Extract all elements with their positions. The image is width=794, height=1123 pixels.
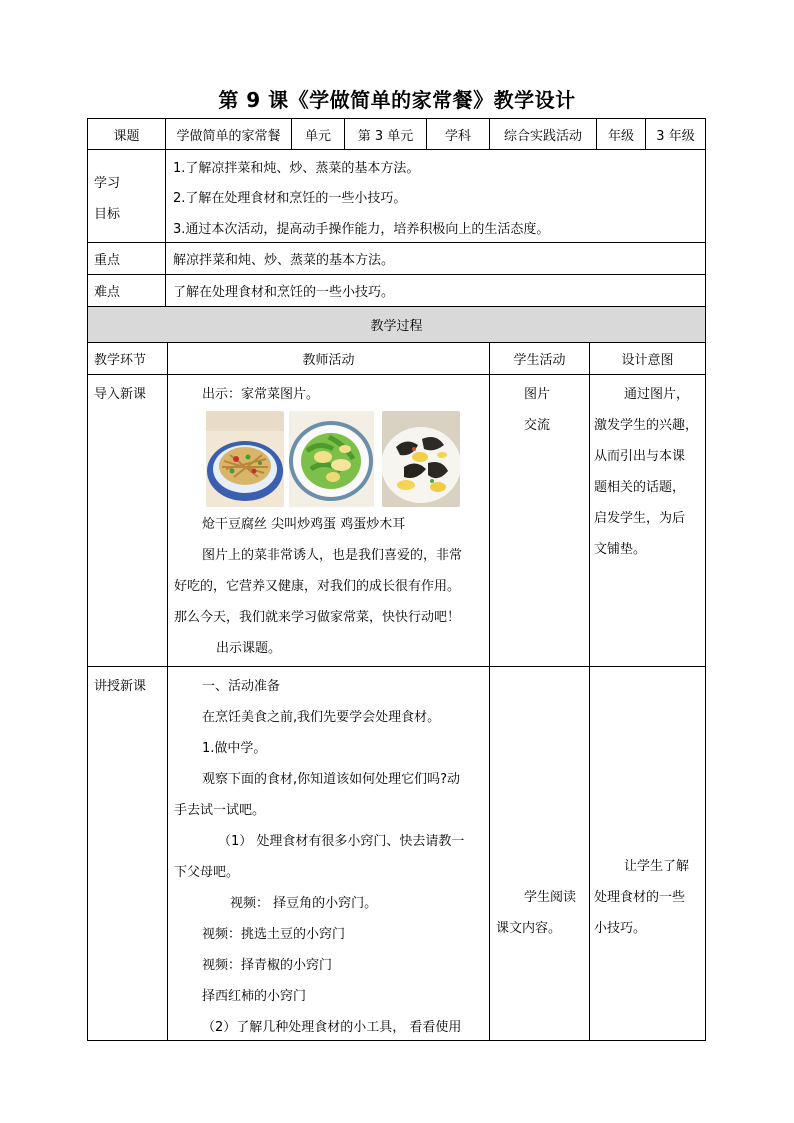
dish-captions: 炝干豆腐丝 尖叫炒鸡蛋 鸡蛋炒木耳 (202, 517, 406, 532)
lesson-value: 学做简单的家常餐 (166, 119, 292, 149)
teacher-line: 择西红柿的小窍门 (202, 989, 307, 1004)
column-stage: 教学环节 (88, 343, 168, 374)
goal-item: 2.了解在处理食材和烹饪的一些小技巧。 (173, 191, 407, 206)
intent-line: 题相关的话题， (594, 480, 686, 495)
intent-line: 启发学生，为后 (594, 511, 686, 526)
key-point-label: 重点 (88, 243, 166, 274)
intro-student (490, 375, 590, 666)
goals-row (87, 150, 706, 243)
new-lesson-teacher (168, 667, 490, 1040)
process-header: 教学过程 (370, 319, 423, 334)
difficult-point-row (87, 275, 706, 307)
new-lesson-student (490, 667, 590, 1040)
teacher-line: 观察下面的食材,你知道该如何处理它们吗?动 (202, 772, 461, 787)
teacher-line: （1） 处理食材有很多小窍门、快去请教一 (218, 834, 465, 849)
intent-line: 通过图片， (624, 387, 690, 402)
teacher-line: 一、活动准备 (202, 679, 281, 694)
page-title: 第 9 课《学做简单的家常餐》教学设计 (218, 88, 576, 112)
teacher-line: 好吃的，它营养又健康，对我们的成长很有作用。 (174, 579, 461, 594)
dish-photo-tofu (206, 411, 284, 507)
unit-label: 单元 (292, 119, 345, 149)
teacher-line: （2）了解几种处理食材的小工具， 看看使用 (202, 1020, 462, 1035)
teacher-line: 视频： 择豆角的小窍门。 (230, 896, 378, 911)
intro-stage (88, 375, 168, 666)
new-lesson-row (87, 667, 706, 1041)
intro-row (87, 375, 706, 667)
dish-photo-pepper-egg (289, 411, 374, 507)
info-row (87, 118, 706, 150)
goals-label-line1: 学习 (94, 176, 121, 191)
subject-label: 学科 (427, 119, 490, 149)
intent-line: 激发学生的兴趣， (594, 418, 699, 433)
teacher-line: 出示课题。 (216, 641, 282, 656)
grade-label: 年级 (597, 119, 646, 149)
intent-line: 文铺垫。 (594, 542, 647, 557)
teacher-line: 视频：择青椒的小窍门 (202, 958, 333, 973)
new-lesson-stage (88, 667, 168, 1040)
new-lesson-stage-label: 讲授新课 (94, 679, 147, 694)
goals-label-line2: 目标 (94, 207, 121, 222)
teacher-line: 在烹饪美食之前,我们先要学会处理食材。 (202, 710, 441, 725)
student-line: 图片 (524, 387, 551, 402)
intent-line: 处理食材的一些 (594, 890, 686, 905)
column-student: 学生活动 (490, 343, 590, 374)
unit-value: 第 3 单元 (345, 119, 427, 149)
column-header-row (87, 343, 706, 375)
goals-label (88, 150, 166, 242)
goals-content (166, 150, 705, 242)
teacher-line: 图片上的菜非常诱人，也是我们喜爱的，非常 (202, 548, 463, 563)
grade-value: 3 年级 (656, 128, 695, 144)
goal-item: 1.了解凉拌菜和炖、炒、蒸菜的基本方法。 (173, 161, 420, 176)
intent-line: 从而引出与本课 (594, 449, 686, 464)
difficult-point-value: 了解在处理食材和烹饪的一些小技巧。 (173, 285, 395, 300)
process-header-row (87, 307, 706, 343)
key-point-value: 解凉拌菜和炖、炒、蒸菜的基本方法。 (173, 253, 395, 268)
goal-item: 3.通过本次活动，提高动手操作能力，培养积极向上的生活态度。 (173, 222, 550, 237)
column-teacher: 教师活动 (168, 343, 490, 374)
teacher-line: 出示：家常菜图片。 (202, 387, 320, 402)
student-line: 学生阅读 (524, 890, 577, 905)
student-line: 交流 (524, 418, 551, 433)
key-point-row (87, 243, 706, 275)
intro-stage-label: 导入新课 (94, 387, 147, 402)
intro-teacher (168, 375, 490, 666)
intent-line: 让学生了解 (624, 859, 690, 874)
column-intent: 设计意图 (621, 353, 674, 368)
difficult-point-label: 难点 (88, 275, 166, 306)
intro-intent (590, 375, 705, 666)
teacher-line: 手去试一试吧。 (174, 803, 266, 818)
teacher-line: 那么今天，我们就来学习做家常菜，快快行动吧！ (174, 610, 461, 625)
new-lesson-intent (590, 667, 705, 1040)
teacher-line: 视频：挑选土豆的小窍门 (202, 927, 346, 942)
teacher-line: 下父母吧。 (174, 865, 240, 880)
subject-value: 综合实践活动 (490, 119, 597, 149)
intent-line: 小技巧。 (594, 921, 647, 936)
lesson-label: 课题 (88, 119, 166, 149)
teacher-line: 1.做中学。 (202, 741, 267, 756)
dish-photo-egg-fungus (382, 411, 460, 507)
student-line: 课文内容。 (496, 921, 562, 936)
